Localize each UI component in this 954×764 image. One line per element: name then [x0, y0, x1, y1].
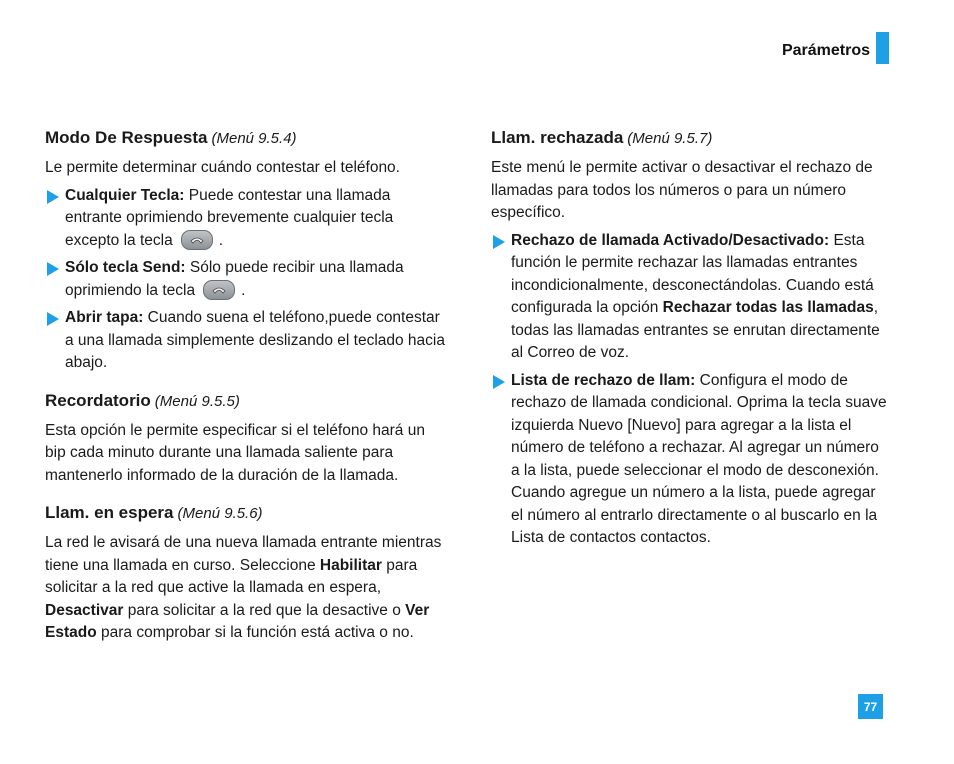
- body-text: para solicitar a la red que la desactive o: [123, 601, 406, 619]
- menu-ref: (Menú 9.5.5): [154, 392, 240, 410]
- bullet-text: , todas las llamadas entrantes se enrutan directamente al Correo de voz.: [511, 299, 880, 361]
- bullet-arrow-icon: [493, 235, 505, 249]
- bullet-label: Cualquier Tecla:: [65, 186, 185, 204]
- bullet-item: [491, 370, 891, 550]
- option-ver-estado: Ver Estado: [45, 601, 430, 641]
- bullet-text-end: .: [241, 281, 246, 299]
- section-title: [45, 389, 445, 414]
- section-title: [45, 126, 445, 151]
- section-title-text: Modo De Respuesta: [45, 128, 208, 147]
- section-title: [491, 126, 891, 151]
- body-text: para comprobar si la función está activa o no.: [96, 624, 414, 641]
- page-header-title: Parámetros: [781, 42, 870, 59]
- bullet-label: Abrir tapa:: [65, 309, 144, 326]
- section-intro: Le permite determinar cuándo contestar el teléfono.: [45, 159, 400, 176]
- bullet-label: Lista de rechazo de llam:: [511, 371, 696, 389]
- bullet-label: Sólo tecla Send:: [65, 259, 186, 276]
- section-body: [45, 532, 445, 645]
- bullet-text: Sólo puede recibir una llamada oprimiendo la tecla: [65, 259, 404, 299]
- bullet-arrow-icon: [493, 375, 505, 389]
- body-text: para solicitar a la red que active la llamada en espera,: [45, 556, 418, 596]
- right-column: [491, 126, 891, 564]
- section-title-text: Llam. rechazada: [491, 128, 624, 147]
- section-title-text: Recordatorio: [45, 390, 151, 410]
- bullet-arrow-icon: [47, 312, 59, 326]
- menu-ref: (Menú 9.5.4): [211, 130, 297, 147]
- option-desactivar: Desactivar: [45, 601, 124, 619]
- bullet-arrow-icon: [47, 190, 59, 204]
- section-llam-rechazada: [491, 126, 891, 550]
- option-rechazar-todas: Rechazar todas las llamadas: [662, 299, 874, 316]
- section-title-text: Llam. en espera: [45, 503, 174, 522]
- end-key-icon: [181, 230, 213, 250]
- bullet-text: Cuando suena el teléfono,puede contestar a una llamada simplemente deslizando el teclado hacia abajo.: [65, 309, 445, 371]
- bullet-item: [45, 307, 445, 375]
- section-intro: Este menú le permite activar o desactivar el rechazo de llamadas para todos los números o para un número específico.: [491, 159, 873, 221]
- section-llam-espera: [45, 501, 445, 645]
- section-recordatorio: [45, 389, 445, 488]
- bullet-text-end: .: [218, 231, 224, 249]
- bullet-text: Puede contestar una llamada entrante oprimiendo brevemente cualquier tecla excepto la tecla: [65, 186, 394, 249]
- bullet-item: [491, 230, 891, 365]
- option-habilitar: Habilitar: [319, 556, 382, 574]
- header-accent-bar: [876, 32, 889, 64]
- send-key-icon: [203, 280, 235, 300]
- bullet-arrow-icon: [47, 262, 59, 276]
- section-body: Esta opción le permite especificar si el teléfono hará un bip cada minuto durante una llamada saliente para mantenerlo informado de la duración de la llamada.: [45, 421, 425, 484]
- bullet-label: Rechazo de llamada Activado/Desactivado:: [511, 231, 830, 249]
- bullet-text: Esta función le permite rechazar las llamadas entrantes incondicionalmente, desconectándolas. Cuando está configurada la opción: [511, 231, 874, 316]
- section-modo-respuesta: [45, 126, 445, 375]
- bullet-item: [45, 257, 445, 302]
- left-column: [45, 126, 445, 659]
- bullet-text: Configura el modo de rechazo de llamada condicional. Oprima la tecla suave izquierda Nuevo [Nuevo] para agregar a la lista el número de teléfono a rechazar. Al agregar un número a la lista, puede seleccionar el modo de desconexión. Cuando agregue un número a la lista, puede agregar el número al entrarlo directamente o al buscarlo en la Lista de contactos contactos.: [511, 371, 887, 546]
- menu-ref: (Menú 9.5.7): [627, 130, 713, 147]
- bullet-item: [45, 185, 445, 253]
- section-title: [45, 501, 445, 526]
- body-text: La red le avisará de una nueva llamada entrante mientras tiene una llamada en curso. Seleccione: [45, 534, 442, 574]
- page-number: 77: [858, 694, 883, 719]
- menu-ref: (Menú 9.5.6): [177, 505, 263, 522]
